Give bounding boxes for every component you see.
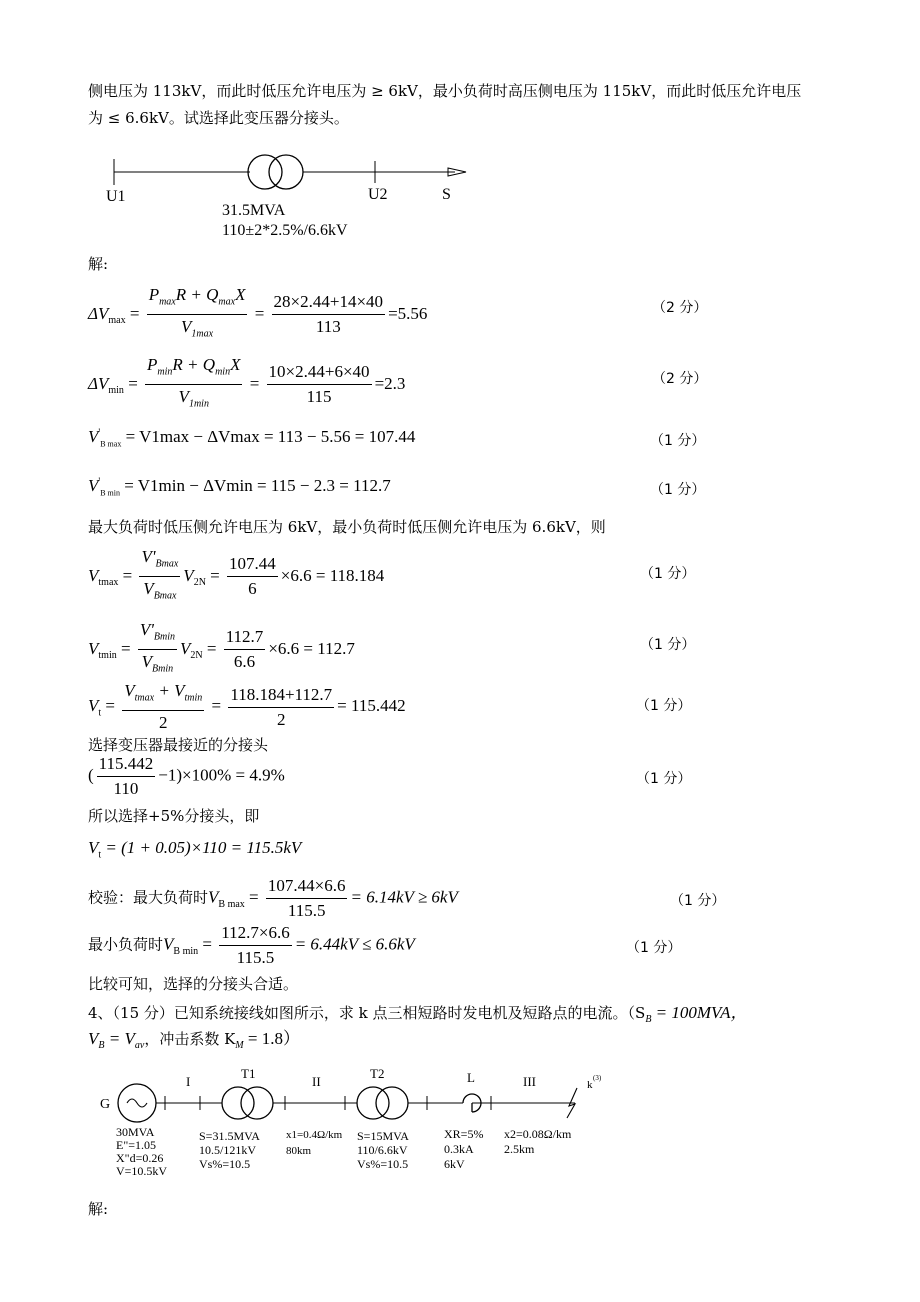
transformer-ratio: 110±2*2.5%/6.6kV (222, 222, 348, 239)
equation-vb-max: $V'_{B max} = V1\max - \Delta Vmax = 113 - 5.56 = 107.44$ (88, 427, 416, 449)
solution-label-2: 解: (88, 1200, 109, 1218)
label-t2: T2 (370, 1066, 385, 1081)
score-mark: （2 分） (652, 300, 708, 316)
score-mark: （1 分） (650, 482, 706, 498)
section-i: I (186, 1074, 191, 1089)
score-mark: （1 分） (670, 893, 726, 909)
equation-tap-percent: ( $\frac{115.442}{110}$ −1)×100% = 4.9% (88, 754, 285, 798)
transformer-t1-icon (222, 1087, 254, 1119)
problem-4-line-2: $V_B = V_{av}$，冲击系数 $K_M = 1.8$） (88, 1029, 300, 1051)
label-t1: T1 (241, 1066, 256, 1081)
equation-vb-min: $V'_{B min} = V1\min - \Delta Vmin = 115 - 2.3 = 112.7$ (88, 476, 391, 498)
section-iii: III (523, 1074, 536, 1089)
score-mark: （1 分） (626, 940, 682, 956)
solution-label: 解: (88, 255, 109, 273)
t1-params: S=31.5MVA 10.5/121kV Vs%=10.5 (199, 1129, 260, 1171)
transformer-winding-2 (269, 155, 303, 189)
transformer-t2-icon (357, 1087, 389, 1119)
score-mark: （2 分） (652, 371, 708, 387)
score-mark: （1 分） (636, 698, 692, 714)
label-g: G (100, 1097, 111, 1112)
equation-vt-max: $V_{tmax}$ = $\frac{V'_{Bmax}}{V_{Bmax}}$ $V_{2N}$ = $\frac{107.44}{6}$ ×6.6 = 118.184 (88, 547, 385, 602)
score-mark: （1 分） (640, 637, 696, 653)
equation-check-min: 最小负荷时$V_{B min}$ = $\frac{112.7\times 6.6}{115.5}$ = 6.44kV ≤ 6.6kV (88, 923, 415, 967)
equation-delta-v-min: $\Delta V_{min}$ = $\frac{P_{min}R + Q_{min}X}{V_{1min}}$ = $\frac{10\times 2.44+6\times 40}{115}$ =2.3 (88, 355, 406, 410)
label-k: k (587, 1079, 593, 1091)
label-u1: U1 (106, 188, 126, 205)
t2-params: S=15MVA 110/6.6kV Vs%=10.5 (357, 1129, 409, 1171)
note-select-tap: 选择变压器最接近的分接头 (88, 736, 269, 754)
equation-delta-v-max: $\Delta V_{max}$ = $\frac{P_{max}R + Q_{max}X}{V_{1max}}$ = $\frac{28\times 2.44+14\times 40}{113}$ =5.56 (88, 285, 428, 340)
intro-line-2: 为 ≤ 6.6kV。试选择此变压器分接头。 (88, 109, 349, 127)
intro-line-1: 侧电压为 113kV，而此时低压允许电压为 ≥ 6kV，最小负荷时高压侧电压为 115kV，而此时低压允许电压 (88, 82, 802, 100)
line-2-params: x2=0.08Ω/km 2.5km (504, 1127, 572, 1156)
label-s: S (442, 186, 451, 203)
section-ii: II (312, 1074, 321, 1089)
transformer-diagram (100, 145, 480, 240)
score-mark: （1 分） (640, 566, 696, 582)
generator-params: 30MVA E"=1.05 X"d=0.26 V=10.5kV (116, 1125, 168, 1178)
note-select-plus5: 所以选择+5%分接头，即 (88, 807, 260, 825)
conclusion: 比较可知，选择的分接头合适。 (88, 975, 299, 993)
equation-vt-average: $V_t$ = $\frac{V_{tmax} + V_{tmin}}{2}$ = $\frac{118.184+112.7}{2}$ = 115.442 (88, 681, 406, 733)
problem-4-line-1: 4、（15 分）已知系统接线如图所示，求 k 点三相短路时发电机及短路点的电流。（$S_B = 100MVA$， (88, 1003, 748, 1025)
score-mark: （1 分） (636, 771, 692, 787)
label-l: L (467, 1070, 475, 1085)
note-allowed-voltage: 最大负荷时低压侧允许电压为 6kV，最小负荷时低压侧允许电压为 6.6kV，则 (88, 518, 606, 536)
equation-vt-selected: $V_t = (1 + 0.05)\times 110 = 115.5kV$ (88, 838, 302, 861)
equation-check-max: 校验：最大负荷时$V_{B max}$ = $\frac{107.44\times 6.6}{115.5}$ = 6.14kV ≥ 6kV (88, 876, 458, 920)
line-1-params: x1=0.4Ω/km 80km (286, 1129, 343, 1157)
system-diagram (95, 1060, 615, 1190)
transformer-rating: 31.5MVA (222, 202, 286, 219)
transformer-winding-1 (248, 155, 282, 189)
equation-vt-min: $V_{tmin}$ = $\frac{V'_{Bmin}}{V_{Bmin}}$ $V_{2N}$ = $\frac{112.7}{6.6}$ ×6.6 = 112.7 (88, 620, 355, 675)
label-u2: U2 (368, 186, 388, 203)
score-mark: （1 分） (650, 433, 706, 449)
reactor-params: XR=5% 0.3kA 6kV (444, 1127, 484, 1171)
svg-text:(3): (3) (593, 1074, 602, 1082)
